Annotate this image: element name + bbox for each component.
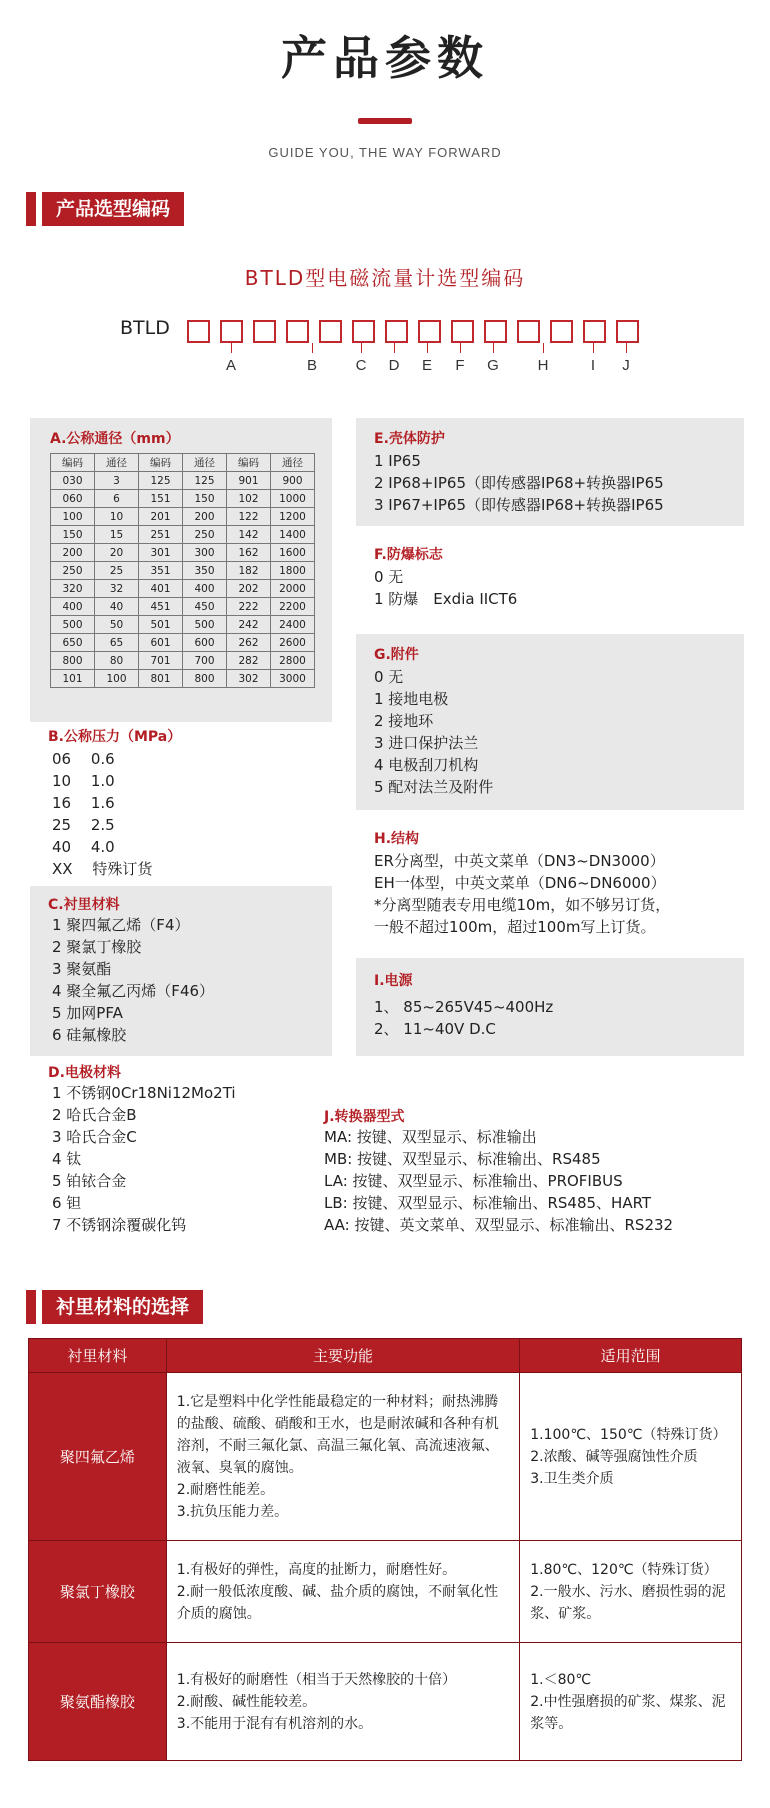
lining-table <box>28 1338 742 1761</box>
option-line: 一般不超过100m，超过100m写上订货。 <box>374 918 656 936</box>
table-cell: 3000 <box>271 670 315 688</box>
group-e-list <box>374 450 664 516</box>
group-b-title: B.公称压力（MPa） <box>48 729 182 745</box>
code-tick <box>361 343 362 353</box>
header-cell-function: 主要功能 <box>166 1339 519 1373</box>
code-tick <box>394 343 395 353</box>
table-row <box>51 490 315 508</box>
table-cell: 801 <box>139 670 183 688</box>
group-d-panel <box>30 1060 332 1250</box>
table-cell: 030 <box>51 472 95 490</box>
table-cell: 40 <box>95 598 139 616</box>
group-j-title: J.转换器型式 <box>324 1109 405 1125</box>
table-cell: 102 <box>227 490 271 508</box>
option-line: 1 防爆 Exdia IICT6 <box>374 590 518 608</box>
table-cell: 401 <box>139 580 183 598</box>
table-cell: 900 <box>271 472 315 490</box>
table-cell: 222 <box>227 598 271 616</box>
cell-line: 2.一般水、污水、磨损性弱的泥浆、矿浆。 <box>530 1583 726 1622</box>
option-line: LB: 按键、双型显示、标准输出、RS485、HART <box>324 1194 652 1212</box>
option-line: 06 0.6 <box>52 750 115 768</box>
table-row <box>51 616 315 634</box>
scope-cell <box>520 1643 742 1761</box>
option-line: 2、 11~40V D.C <box>374 1020 496 1038</box>
code-digit-box <box>187 320 210 343</box>
code-tick <box>493 343 494 353</box>
table-row <box>51 562 315 580</box>
option-line: 6 硅氟橡胶 <box>52 1026 127 1044</box>
group-c-panel <box>30 886 332 1056</box>
table-cell: 200 <box>183 508 227 526</box>
table-cell: 150 <box>51 526 95 544</box>
table-row <box>29 1541 742 1643</box>
option-line: MA: 按键、双型显示、标准输出 <box>324 1128 537 1146</box>
table-cell: 32 <box>95 580 139 598</box>
table-row <box>51 580 315 598</box>
table-cell: 1800 <box>271 562 315 580</box>
code-digit-box <box>517 320 540 343</box>
title-underline <box>358 118 412 124</box>
option-line: 0 无 <box>374 668 404 686</box>
option-line: 10 1.0 <box>52 772 115 790</box>
table-cell: 701 <box>139 652 183 670</box>
group-j-panel <box>324 1104 750 1244</box>
table-cell: 242 <box>227 616 271 634</box>
group-g-list <box>374 666 493 798</box>
option-line: 25 2.5 <box>52 816 115 834</box>
code-letter: E <box>421 357 432 374</box>
table-cell: 80 <box>95 652 139 670</box>
code-digit-box <box>583 320 606 343</box>
table-cell: 编码 <box>227 454 271 472</box>
table-cell: 500 <box>51 616 95 634</box>
table-cell: 601 <box>139 634 183 652</box>
table-cell: 6 <box>95 490 139 508</box>
material-name-cell: 聚氨酯橡胶 <box>29 1643 167 1761</box>
option-line: 16 1.6 <box>52 794 115 812</box>
code-digit-box <box>418 320 441 343</box>
code-digit-box <box>220 320 243 343</box>
cell-line: 2.耐一般低浓度酸、碱、盐介质的腐蚀，不耐氧化性介质的腐蚀。 <box>176 1583 499 1622</box>
table-cell: 450 <box>183 598 227 616</box>
table-cell: 400 <box>51 598 95 616</box>
option-line: 1、 85~265V45~400Hz <box>374 998 554 1016</box>
cell-line: 2.耐酸、碱性能较差。 <box>176 1693 317 1710</box>
group-a-title: A.公称通径（mm） <box>50 431 180 447</box>
code-letter: I <box>590 357 596 374</box>
table-cell: 501 <box>139 616 183 634</box>
table-cell: 20 <box>95 544 139 562</box>
code-letter: D <box>388 357 400 374</box>
code-tick <box>312 343 313 353</box>
group-b-panel <box>30 722 332 884</box>
option-line: 1 接地电极 <box>374 690 449 708</box>
table-cell: 800 <box>183 670 227 688</box>
option-line: AA: 按键、英文菜单、双型显示、标准输出、RS232 <box>324 1216 674 1234</box>
table-cell: 251 <box>139 526 183 544</box>
table-row <box>51 598 315 616</box>
table-cell: 400 <box>183 580 227 598</box>
table-cell: 300 <box>183 544 227 562</box>
section-heading-label: 产品选型编码 <box>42 192 184 226</box>
code-digit-box <box>616 320 639 343</box>
model-code-title: BTLD型电磁流量计选型编码 <box>244 266 526 290</box>
table-cell: 060 <box>51 490 95 508</box>
header-cell-scope: 适用范围 <box>520 1339 742 1373</box>
option-line: 7 不锈钢涂覆碳化钨 <box>52 1216 187 1234</box>
option-line: 3 IP67+IP65（即传感器IP68+转换器IP65 <box>374 496 664 514</box>
code-tick <box>543 343 544 353</box>
table-cell: 65 <box>95 634 139 652</box>
cell-line: 2.中性强磨损的矿浆、煤浆、泥浆等。 <box>530 1693 726 1732</box>
option-line: 3 进口保护法兰 <box>374 734 479 752</box>
diameter-table <box>50 453 315 688</box>
table-cell: 600 <box>183 634 227 652</box>
table-row <box>29 1643 742 1761</box>
option-line: 3 哈氏合金C <box>52 1128 137 1146</box>
option-line: 5 配对法兰及附件 <box>374 778 494 796</box>
table-cell: 250 <box>51 562 95 580</box>
option-line: 6 钽 <box>52 1194 82 1212</box>
option-line: 1 IP65 <box>374 452 421 470</box>
group-f-title: F.防爆标志 <box>374 547 443 563</box>
material-name-cell: 聚氯丁橡胶 <box>29 1541 167 1643</box>
group-h-list <box>374 850 670 938</box>
table-cell: 500 <box>183 616 227 634</box>
group-h-panel <box>356 820 744 954</box>
header-cell-material: 衬里材料 <box>29 1339 167 1373</box>
group-f-list <box>374 566 517 610</box>
table-cell: 182 <box>227 562 271 580</box>
code-tick <box>593 343 594 353</box>
scope-cell <box>520 1373 742 1541</box>
cell-line: 3.卫生类介质 <box>530 1470 614 1487</box>
table-cell: 301 <box>139 544 183 562</box>
table-cell: 通径 <box>271 454 315 472</box>
section-heading-lining <box>26 1290 203 1324</box>
group-i-title: I.电源 <box>374 973 413 989</box>
table-cell: 2000 <box>271 580 315 598</box>
table-header-row <box>29 1339 742 1373</box>
group-b-list <box>52 748 152 880</box>
option-line: 1 不锈钢0Cr18Ni12Mo2Ti <box>52 1084 236 1102</box>
cell-line: 1.100℃、150℃（特殊订货） <box>530 1426 727 1443</box>
code-digit-box <box>253 320 276 343</box>
table-cell: 350 <box>183 562 227 580</box>
option-line: 5 加网PFA <box>52 1004 123 1022</box>
option-line: 3 聚氨酯 <box>52 960 112 978</box>
code-tick <box>231 343 232 353</box>
section-heading-model-code <box>26 192 184 226</box>
table-cell: 320 <box>51 580 95 598</box>
code-digit-box <box>319 320 342 343</box>
table-cell: 901 <box>227 472 271 490</box>
heading-accent-bar <box>26 192 36 226</box>
cell-line: 1.有极好的弹性，高度的扯断力，耐磨性好。 <box>176 1561 457 1578</box>
code-letter: C <box>355 357 367 374</box>
option-line: 4 聚全氟乙丙烯（F46） <box>52 982 215 1000</box>
group-e-title: E.壳体防护 <box>374 431 445 447</box>
option-line: 40 4.0 <box>52 838 115 856</box>
code-digit-box <box>484 320 507 343</box>
code-letter: G <box>487 357 499 374</box>
table-cell: 351 <box>139 562 183 580</box>
table-cell: 编码 <box>51 454 95 472</box>
table-cell: 2400 <box>271 616 315 634</box>
code-letter: A <box>225 357 236 374</box>
group-a-panel <box>30 418 332 722</box>
table-cell: 101 <box>51 670 95 688</box>
table-cell: 2200 <box>271 598 315 616</box>
option-line: LA: 按键、双型显示、标准输出、PROFIBUS <box>324 1172 623 1190</box>
code-digit-box <box>286 320 309 343</box>
table-cell: 2800 <box>271 652 315 670</box>
code-tick <box>427 343 428 353</box>
table-cell: 151 <box>139 490 183 508</box>
cell-line: 1.有极好的耐磨性（相当于天然橡胶的十倍） <box>176 1671 457 1688</box>
group-e-panel <box>356 418 744 526</box>
table-cell: 125 <box>183 472 227 490</box>
table-cell: 1400 <box>271 526 315 544</box>
function-cell <box>166 1643 519 1761</box>
scope-cell <box>520 1541 742 1643</box>
code-letter: B <box>306 357 317 374</box>
page-title: 产品参数 <box>281 31 489 85</box>
code-digit-box <box>451 320 474 343</box>
table-cell: 700 <box>183 652 227 670</box>
table-cell: 1000 <box>271 490 315 508</box>
group-f-panel <box>356 536 744 616</box>
option-line: *分离型随表专用电缆10m，如不够另订货， <box>374 896 671 914</box>
table-cell: 通径 <box>95 454 139 472</box>
function-cell <box>166 1373 519 1541</box>
group-c-title: C.衬里材料 <box>48 897 120 913</box>
table-cell: 302 <box>227 670 271 688</box>
table-header-row <box>51 454 315 472</box>
table-cell: 201 <box>139 508 183 526</box>
option-line: 2 聚氯丁橡胶 <box>52 938 142 956</box>
option-line: 4 电极刮刀机构 <box>374 756 479 774</box>
page-subtitle: GUIDE YOU, THE WAY FORWARD <box>268 145 502 160</box>
table-cell: 800 <box>51 652 95 670</box>
option-line: 4 钛 <box>52 1150 82 1168</box>
table-cell: 451 <box>139 598 183 616</box>
option-line: 5 铂铱合金 <box>52 1172 127 1190</box>
cell-line: 2.浓酸、碱等强腐蚀性介质 <box>530 1448 698 1465</box>
function-cell <box>166 1541 519 1643</box>
code-digit-box <box>352 320 375 343</box>
code-digit-box <box>550 320 573 343</box>
material-name-cell: 聚四氟乙烯 <box>29 1373 167 1541</box>
group-g-title: G.附件 <box>374 647 419 663</box>
table-row <box>29 1373 742 1541</box>
group-g-panel <box>356 634 744 810</box>
table-cell: 3 <box>95 472 139 490</box>
option-line: XX 特殊订货 <box>52 860 153 878</box>
group-h-title: H.结构 <box>374 831 420 847</box>
code-letter: H <box>537 357 549 374</box>
table-cell: 282 <box>227 652 271 670</box>
table-cell: 100 <box>95 670 139 688</box>
table-row <box>51 544 315 562</box>
cell-line: 3.不能用于混有有机溶剂的水。 <box>176 1715 373 1732</box>
table-cell: 通径 <box>183 454 227 472</box>
table-row <box>51 526 315 544</box>
table-cell: 262 <box>227 634 271 652</box>
table-cell: 50 <box>95 616 139 634</box>
table-cell: 100 <box>51 508 95 526</box>
code-letter: J <box>622 357 630 374</box>
cell-line: 3.抗负压能力差。 <box>176 1503 289 1520</box>
code-letter: F <box>455 357 465 374</box>
table-cell: 1200 <box>271 508 315 526</box>
table-cell: 200 <box>51 544 95 562</box>
cell-line: 2.耐磨性能差。 <box>176 1481 275 1498</box>
table-row <box>51 670 315 688</box>
option-line: EH一体型，中英文菜单（DN6~DN6000） <box>374 874 666 892</box>
heading-accent-bar <box>26 1290 36 1324</box>
table-cell: 编码 <box>139 454 183 472</box>
code-tick <box>626 343 627 353</box>
table-cell: 10 <box>95 508 139 526</box>
group-d-list <box>52 1082 236 1236</box>
group-i-list <box>374 996 553 1040</box>
model-code-prefix: BTLD <box>120 317 170 339</box>
group-j-list <box>324 1126 673 1236</box>
table-cell: 2600 <box>271 634 315 652</box>
table-cell: 650 <box>51 634 95 652</box>
option-line: 2 哈氏合金B <box>52 1106 137 1124</box>
group-c-list <box>52 914 214 1046</box>
option-line: MB: 按键、双型显示、标准输出、RS485 <box>324 1150 601 1168</box>
table-cell: 162 <box>227 544 271 562</box>
option-line: ER分离型，中英文菜单（DN3~DN3000） <box>374 852 665 870</box>
table-cell: 25 <box>95 562 139 580</box>
table-cell: 202 <box>227 580 271 598</box>
table-cell: 15 <box>95 526 139 544</box>
table-cell: 125 <box>139 472 183 490</box>
section-heading-label: 衬里材料的选择 <box>42 1290 203 1324</box>
option-line: 0 无 <box>374 568 404 586</box>
code-digit-box <box>385 320 408 343</box>
code-tick <box>460 343 461 353</box>
cell-line: 1.80℃、120℃（特殊订货） <box>530 1561 718 1578</box>
table-cell: 122 <box>227 508 271 526</box>
cell-line: 1.＜80℃ <box>530 1671 592 1688</box>
table-cell: 1600 <box>271 544 315 562</box>
group-d-title: D.电极材料 <box>48 1065 121 1081</box>
option-line: 2 IP68+IP65（即传感器IP68+转换器IP65 <box>374 474 664 492</box>
option-line: 2 接地环 <box>374 712 434 730</box>
option-line: 1 聚四氟乙烯（F4） <box>52 916 190 934</box>
table-row <box>51 508 315 526</box>
group-i-panel <box>356 958 744 1056</box>
table-cell: 150 <box>183 490 227 508</box>
table-cell: 250 <box>183 526 227 544</box>
table-row <box>51 472 315 490</box>
table-row <box>51 652 315 670</box>
table-cell: 142 <box>227 526 271 544</box>
cell-line: 1.它是塑料中化学性能最稳定的一种材料；耐热沸腾的盐酸、硫酸、硝酸和王水，也是耐浓碱和各种有机溶剂，不耐三氟化氯、高温三氟化氧、高流速液氟、液氧、臭氧的腐蚀。 <box>176 1393 499 1476</box>
table-row <box>51 634 315 652</box>
